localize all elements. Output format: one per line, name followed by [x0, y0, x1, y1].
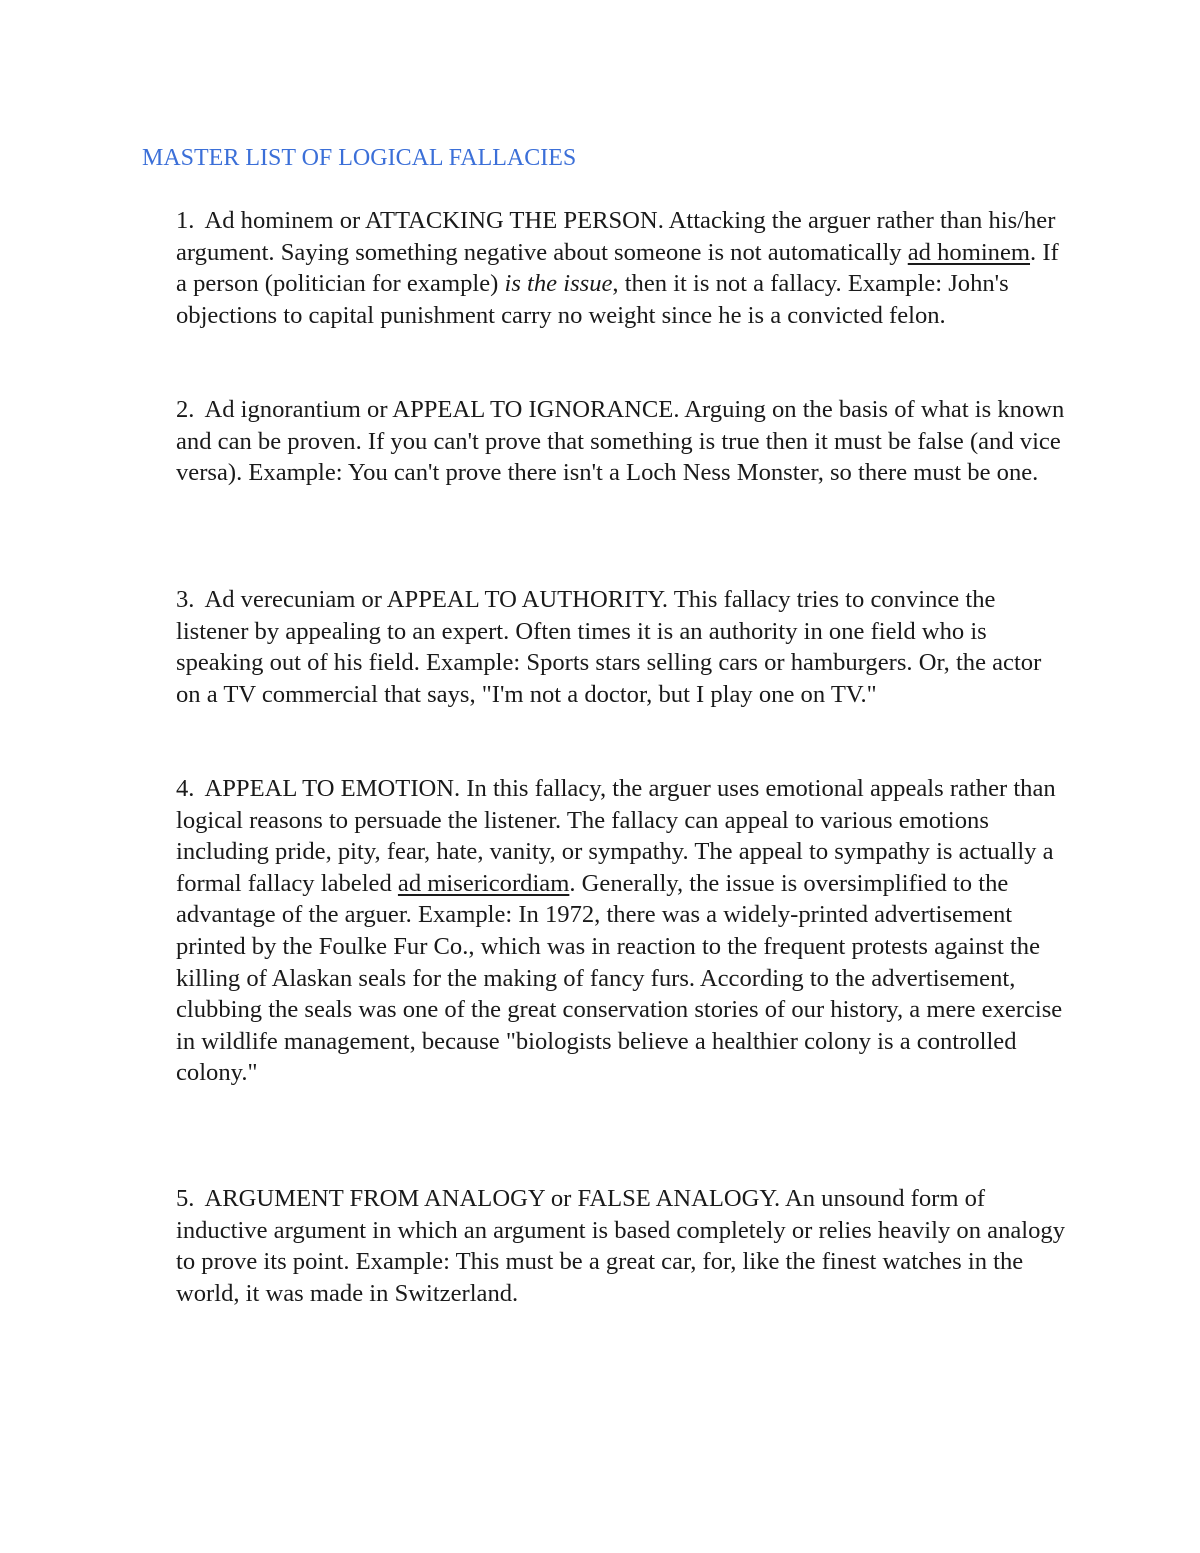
item-text: . If a person (politician for example)	[176, 238, 1059, 298]
underlined-term: ad hominem	[907, 238, 1031, 266]
item-number: 1.	[176, 207, 195, 234]
item-text: Ad ignorantium or APPEAL TO IGNORANCE. Arguing on the basis of what is known and can be proven. If you can't prove that something is true then it must be false (and vice versa). Example: You can't prove there isn't a Loch Ness Monster, so there must be one.	[176, 396, 1065, 487]
item-number: 5.	[176, 1185, 195, 1212]
item-text: . Generally, the issue is oversimplified to the advantage of the arguer. Example: In 1972, there was a widely-printed advertisement printed by the Foulke Fur Co., which was in reaction to the frequent protests against the killing of Alaskan seals for the making of fancy furs. According to the advertisement, clubbing the seals was one of the great conservation stories of our history, a mere exercise in wildlife management, because "biologists believe a healthier colony is a controlled colony."	[176, 869, 1063, 1087]
fallacy-item-false-analogy	[176, 1183, 1066, 1309]
item-text: , then it is not a fallacy. Example: John's objections to capital punishment carry no weight since he is a convicted felon.	[176, 270, 1009, 329]
item-text: APPEAL TO EMOTION. In this fallacy, the arguer uses emotional appeals rather than logical reasons to persuade the listener. The fallacy can appeal to various emotions including pride, pity, fear, hate, vanity, or sympathy. The appeal to sympathy is actually a formal fallacy labeled	[176, 775, 1056, 897]
fallacy-item-ad-hominem	[176, 205, 1066, 331]
italic-phrase: is the issue	[504, 270, 613, 298]
underlined-term: ad misericordiam	[397, 869, 570, 897]
page-title: MASTER LIST OF LOGICAL FALLACIES	[142, 145, 577, 171]
fallacy-item-appeal-to-emotion	[176, 773, 1066, 1089]
item-number: 3.	[176, 586, 195, 613]
item-number: 4.	[176, 775, 195, 802]
item-number: 2.	[176, 396, 195, 423]
fallacy-item-ad-ignorantium	[176, 394, 1066, 489]
item-text: ARGUMENT FROM ANALOGY or FALSE ANALOGY. An unsound form of inductive argument in which an argument is based completely or relies heavily on analogy to prove its point. Example: This must be a great car, for, like the finest watches in the world, it was made in Switzerland.	[176, 1185, 1066, 1307]
item-text: Ad hominem or ATTACKING THE PERSON. Attacking the arguer rather than his/her argument. Saying something negative about someone is not automatically	[176, 207, 1056, 266]
item-text: Ad verecuniam or APPEAL TO AUTHORITY. This fallacy tries to convince the listener by appealing to an expert. Often times it is an authority in one field who is speaking out of his field. Example: Sports stars selling cars or hamburgers. Or, the actor on a TV commercial that says, "I'm not a doctor, but I play one on TV."	[176, 586, 1042, 708]
fallacy-item-appeal-to-authority	[176, 584, 1066, 710]
